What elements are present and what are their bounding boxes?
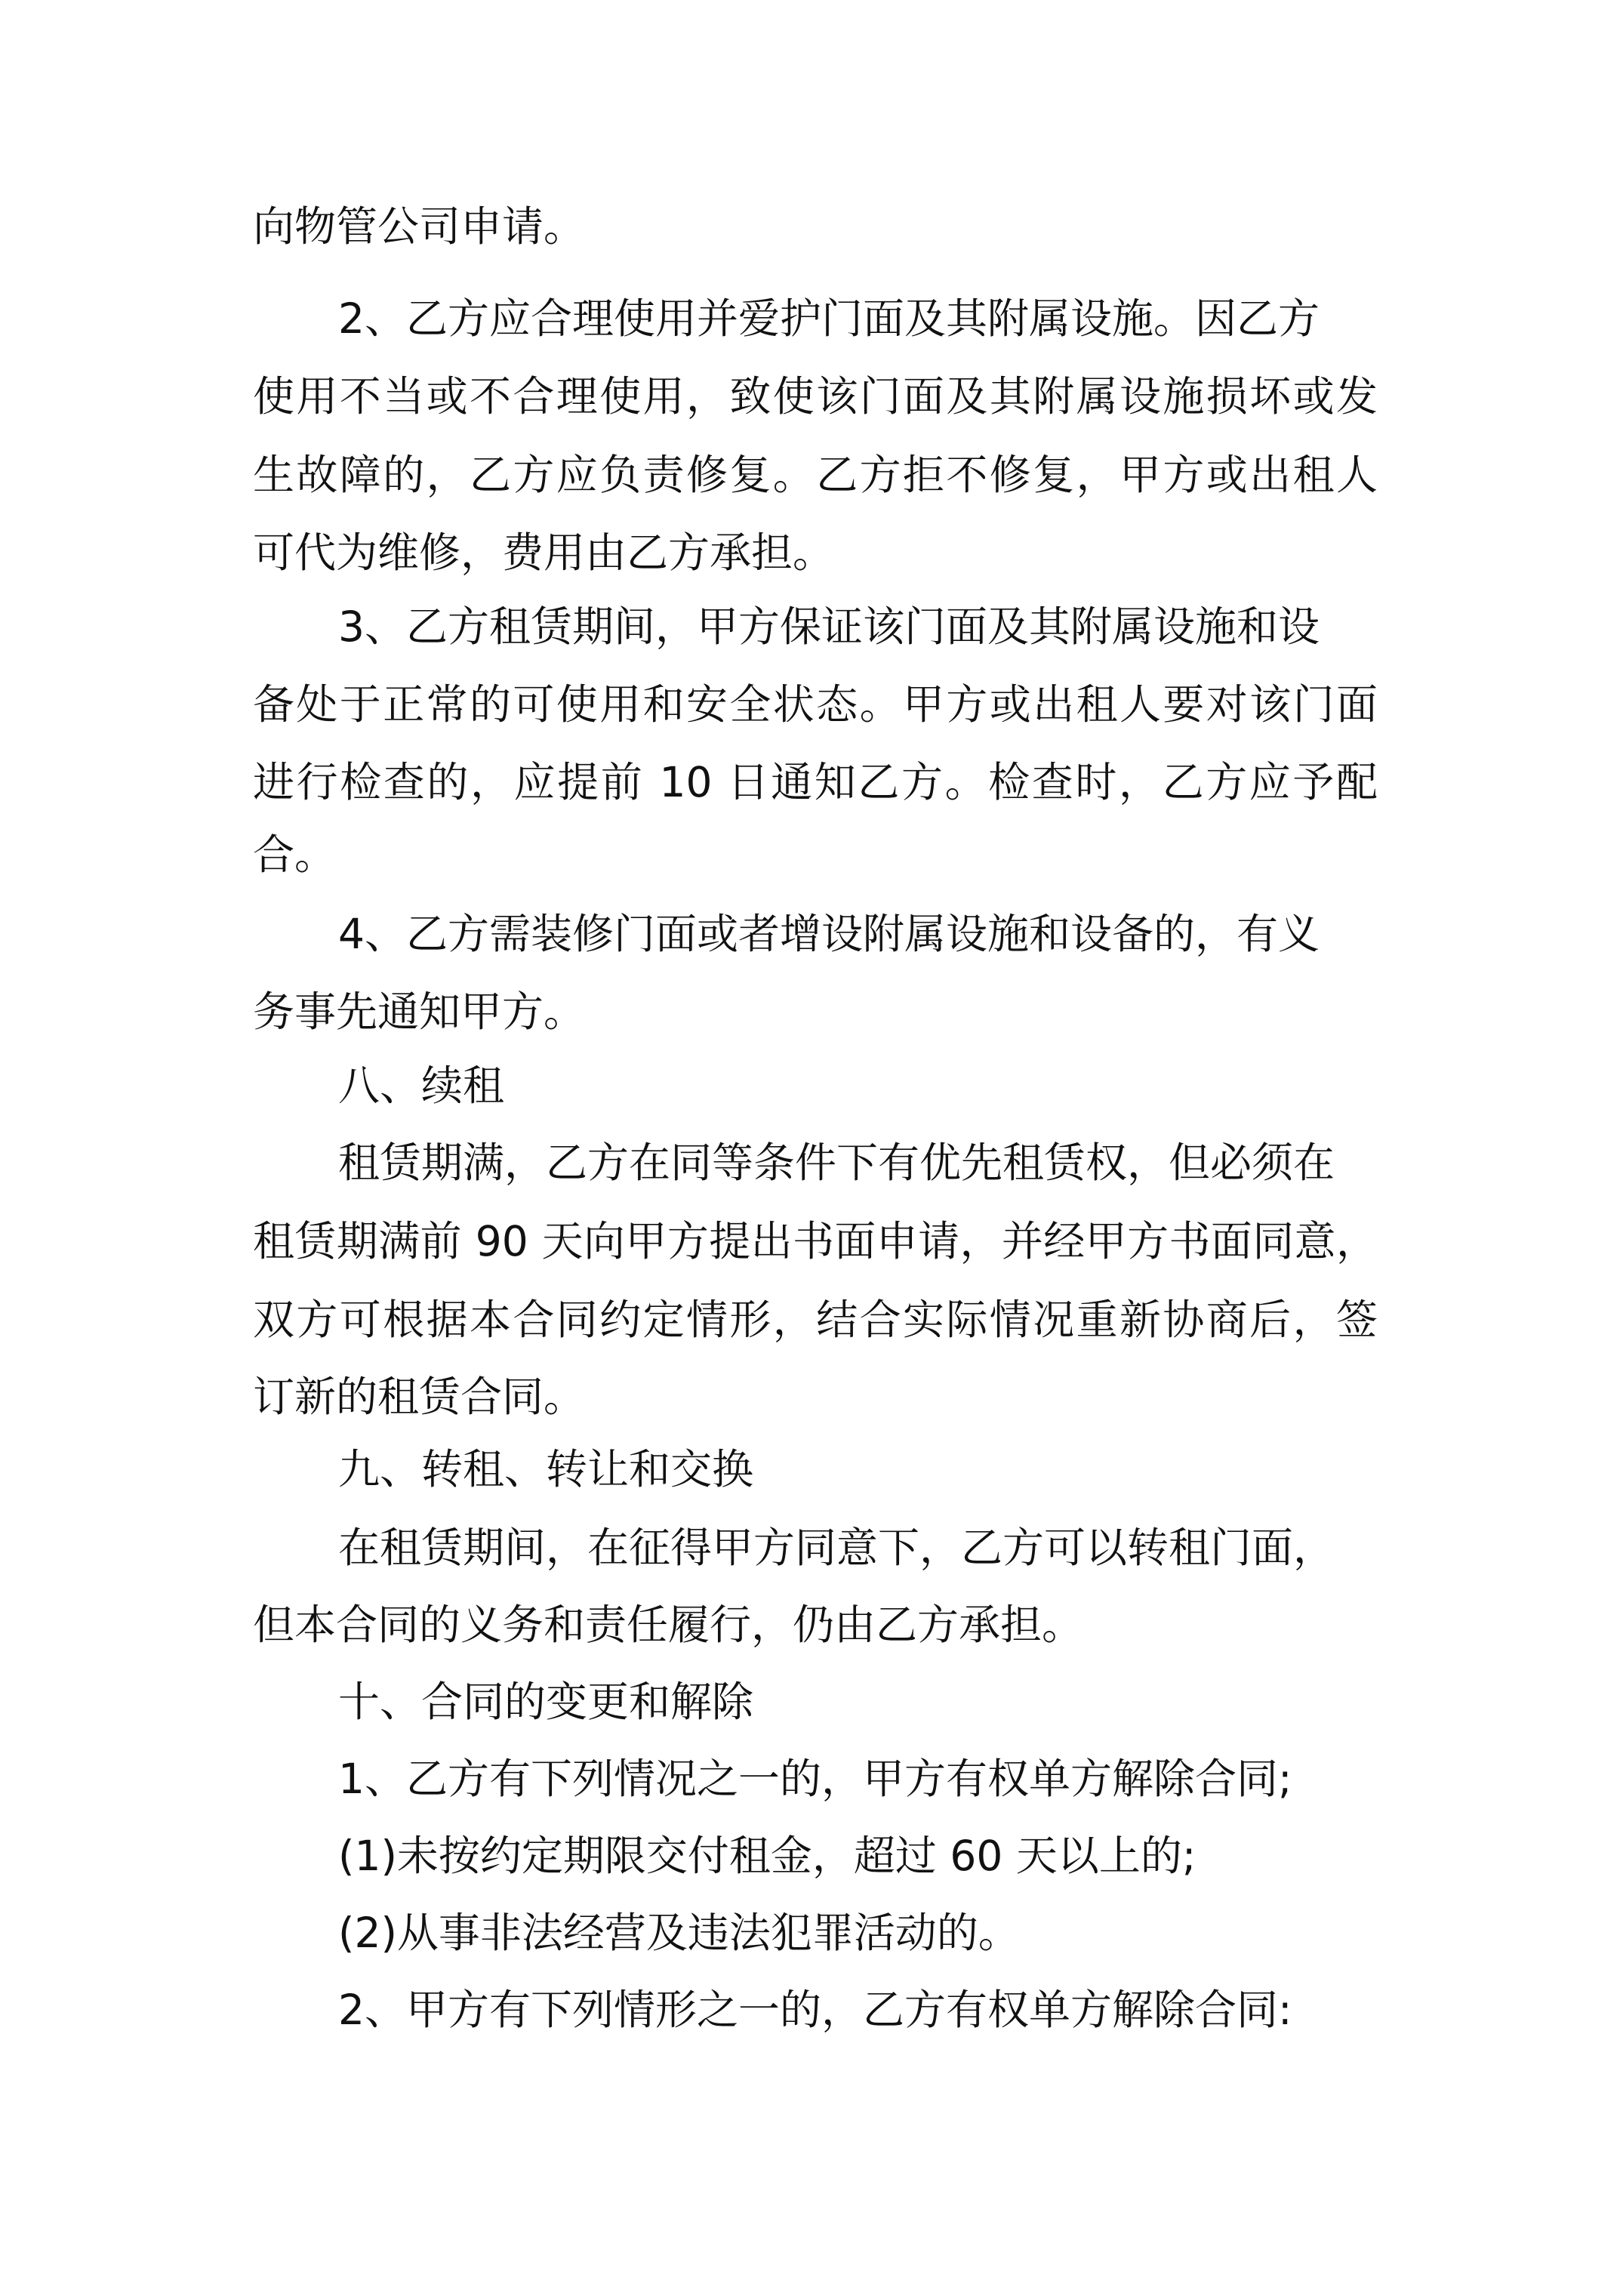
- text-line: 订新的租赁合同。: [253, 1373, 586, 1421]
- text-line: 2、乙方应合理使用并爱护门面及其附属设施。因乙方: [338, 294, 1320, 343]
- text-line: 租赁期满前 90 天向甲方提出书面申请，并经甲方书面同意，: [253, 1217, 1378, 1265]
- text-line: 租赁期满，乙方在同等条件下有优先租赁权，但必须在: [338, 1139, 1335, 1187]
- text-line: (2)从事非法经营及违法犯罪活动的。: [338, 1909, 1020, 1957]
- text-line: 在租赁期间，在征得甲方同意下，乙方可以转租门面，: [338, 1524, 1335, 1572]
- text-line: 3、乙方租赁期间，甲方保证该门面及其附属设施和设: [338, 603, 1320, 651]
- text-line: 可代为维修，费用由乙方承担。: [253, 529, 835, 577]
- text-line: 备处于正常的可使用和安全状态。甲方或出租人要对该门面: [253, 680, 1378, 729]
- text-line: 1、乙方有下列情况之一的，甲方有权单方解除合同;: [338, 1755, 1292, 1803]
- text-line: 向物管公司申请。: [253, 202, 586, 251]
- text-line: 2、甲方有下列情形之一的，乙方有权单方解除合同:: [338, 1986, 1292, 2034]
- text-line: 九、转租、转让和交换: [338, 1445, 754, 1493]
- text-line: 进行检查的，应提前 10 日通知乙方。检查时，乙方应予配: [253, 758, 1378, 806]
- text-line: 但本合同的义务和责任履行，仍由乙方承担。: [253, 1601, 1084, 1649]
- text-line: 生故障的，乙方应负责修复。乙方拒不修复，甲方或出租人: [253, 451, 1378, 499]
- text-line: (1)未按约定期限交付租金，超过 60 天以上的;: [338, 1832, 1196, 1880]
- text-line: 使用不当或不合理使用，致使该门面及其附属设施损坏或发: [253, 372, 1378, 421]
- text-line: 十、合同的变更和解除: [338, 1678, 754, 1726]
- text-line: 合。: [253, 831, 337, 879]
- text-line: 八、续租: [338, 1062, 505, 1110]
- text-line: 务事先通知甲方。: [253, 988, 586, 1036]
- text-line: 4、乙方需装修门面或者增设附属设施和设备的，有义: [338, 910, 1320, 958]
- text-line: 双方可根据本合同约定情形，结合实际情况重新协商后，签: [253, 1296, 1378, 1344]
